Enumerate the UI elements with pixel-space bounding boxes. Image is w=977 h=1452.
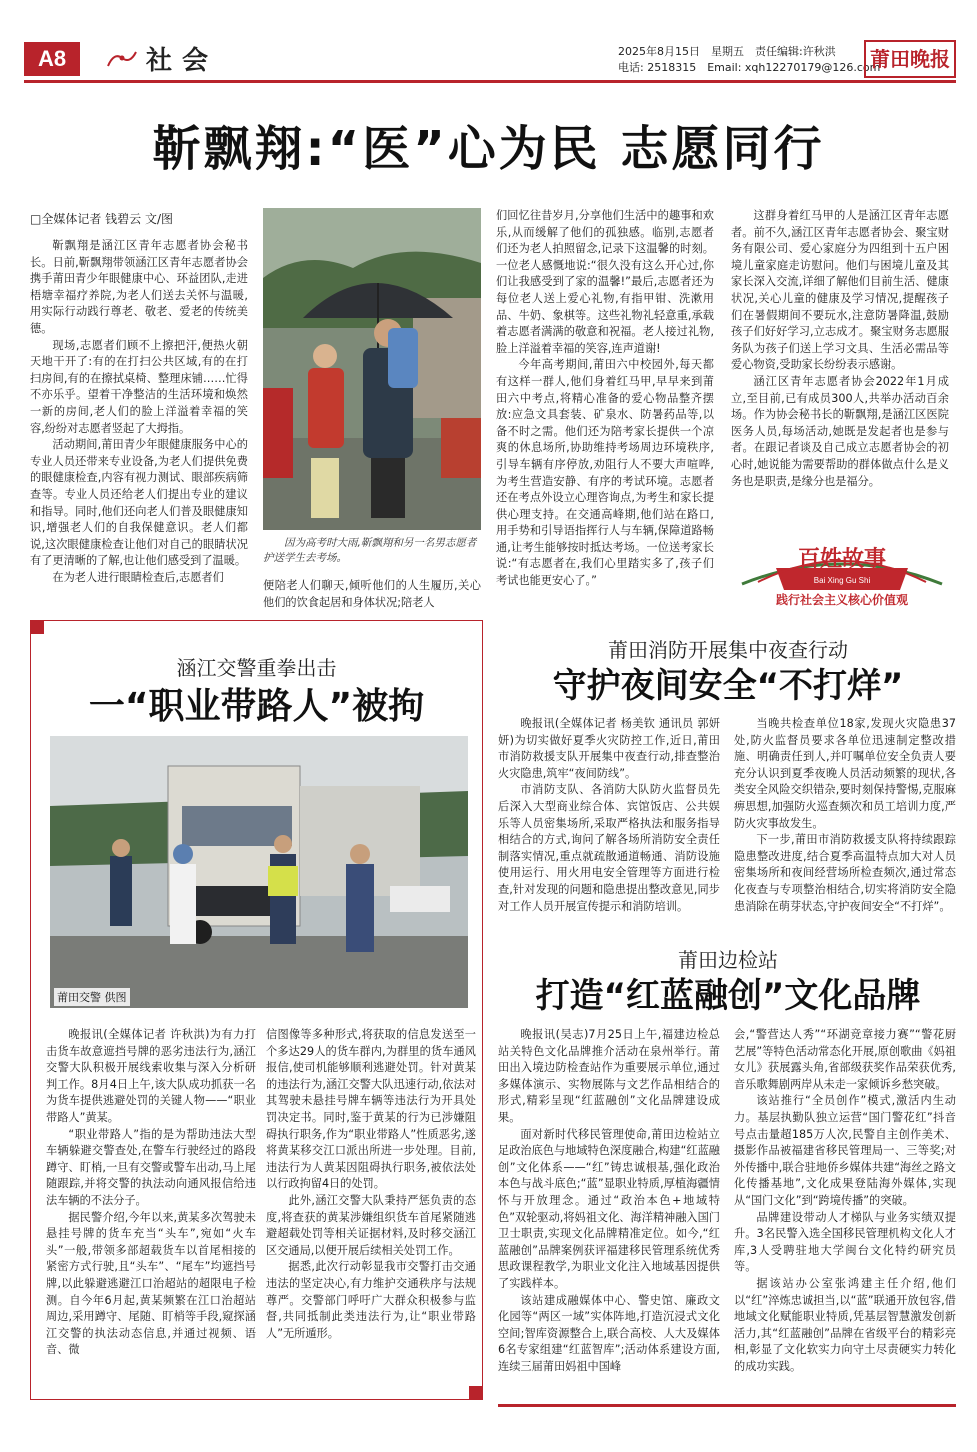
traffic-kicker: 涵江交警重拳出击 [176, 656, 337, 680]
paragraph: 下一步,莆田市消防救援支队将持续跟踪隐患整改进度,结合夏季高温特点加大对人员密集场所和夜间经营场所检查频次,通过常态化夜查与专项整治相结合,切实将消防安全隐患消除在萌芽状态,守护夜间安全“不打烊”。 [734, 833, 956, 913]
paragraph: 品牌建设带动人才梯队与业务实绩双提升。3名民警入选全国移民管理机构文化人才库,3人受聘驻地大学闽台文化特约研究员等。 [734, 1210, 956, 1274]
border-kicker: 莆田边检站 [678, 948, 778, 972]
paragraph: 面对新时代移民管理使命,莆田边检站立足政治底色与地域特色深度融合,构建“红蓝融创”文化体系——“红”铸忠诚根基,强化政治本色与战斗底色;“蓝”显职业特质,厚植海疆情怀与开放理念。通过“政治本色+地域特色”双轮驱动,将妈祖文化、海洋精神融入国门卫士职责,实现文化品牌精准定位。如今,“红蓝融创”品牌案例获评福建移民管理系统优秀思政课程教学,为职业文化注入地域基因提供了实践样本。 [498, 1127, 720, 1290]
paragraph: “职业带路人”指的是为帮助违法大型车辆躲避交警查处,在警车行驶经过的路段蹲守、盯梢,一旦有交警或警车出动,马上尾随跟踪,并将交警的执法动向通风报信给违法车辆的不法分子。 [46, 1127, 256, 1207]
paragraph: 该站建成融媒体中心、警史馆、廉政文化园等“两区一域”实体阵地,打造沉浸式文化空间;智库资源整合上,联合高校、人大及媒体6名专家组建“红蓝智库”;活动体系建设方面,连续三届莆田妈祖中国峰 [498, 1293, 720, 1373]
paragraph: 此外,涵江交警大队秉持严惩负责的态度,将查获的黄某涉嫌组织货车首尾紧随逃避超载处罚等相关证据材料,及时移交涵江区交通局,以便开展后续相关处罚工作。 [266, 1193, 476, 1257]
fire-headline: 守护夜间安全“不打烊” [552, 666, 904, 706]
frame-corner [30, 620, 44, 634]
fire-column-1 [498, 716, 720, 915]
police-truck-photo [50, 736, 468, 1008]
paragraph: 据悉,此次行动彰显我市交警打击交通违法的坚定决心,有力维护交通秩序与法规尊严。交警部门呼吁广大群众积极参与监督,共同抵制此类违法行为,让“职业带路人”无所遁形。 [266, 1260, 476, 1340]
page-number: A8 [24, 42, 80, 76]
section-title: 社会 [146, 46, 219, 76]
contact-line: 电话: 2518315 Email: xqh12270179@126.com [618, 61, 881, 74]
paragraph: 在为老人进行眼睛检查后,志愿者们 [52, 570, 224, 584]
paragraph: 靳飘翔是涵江区青年志愿者协会秘书长。日前,靳飘翔带领涵江区青年志愿者协会携手莆田青少年眼健康中心、环益团队,走进梧塘幸福疗养院,为老人们送去关怀与温暖,用实际行动践行尊老、敬老、爱老的传统美德。 [30, 239, 248, 335]
paragraph: 会,“警营达人秀”“环湖竞章接力赛”“警花厨艺展”等特色活动常态化开展,原创歌曲《妈祖女儿》获展露头角,省部级获奖作品荣获优秀,音乐歌舞剧两岸从未走一家倾诉乡愁突破。 [734, 1028, 956, 1091]
border-column-2 [734, 1027, 956, 1375]
traffic-headline: 一“职业带路人”被拘 [88, 686, 425, 727]
paragraph: 这群身着红马甲的人是涵江区青年志愿者。前不久,涵江区青年志愿者协会、聚宝财务有限公司、爱心家庭分为四组到十五户困境儿童家庭走访慰问。他们与困境儿童及其家长深入交流,详细了解他们目前生活、健康状况,关心儿童的健康及学习情况,提醒孩子们在暑假期间不要玩水,注意防暑降温,鼓励孩子们好好学习,立志成才。聚宝财务志愿服务队为孩子们送上学习文具、生活必需品等爱心物资,受助家长纷纷表示感谢。 [731, 209, 949, 372]
photo-credit: 莆田交警 供图 [54, 988, 130, 1006]
paragraph: 现场,志愿者们顾不上擦把汗,便热火朝天地干开了:有的在打扫公共区域,有的在打扫房间,有的在擦拭桌椅、整理床铺……忙得不亦乐乎。望着干净整洁的生活环境和焕然一新的房间,老人们的脸上洋溢着幸福的笑容,纷纷对志愿者竖起了大拇指。 [30, 338, 248, 435]
traffic-column-1 [46, 1027, 256, 1359]
photo-caption: 因为高考时大雨,靳飘翔和另一名男志愿者护送学生去考场。 [263, 537, 477, 564]
lead-column-4 [731, 208, 949, 490]
paragraph: 晚报讯(全媒体记者 许秋洪)为有力打击货车故意遮挡号牌的恶劣违法行为,涵江交警大队积极开展线索收集与深入分析研判工作。8月4日上午,该大队成功抓获一名为货车提供逃避处罚的关键人物——“职业带路人”黄某。 [46, 1028, 256, 1124]
date-line: 2025年8月15日 星期五 责任编辑:许秋洪 [618, 45, 836, 58]
header-divider [24, 80, 956, 83]
frame-corner [469, 1386, 483, 1400]
paragraph: 当晚共检查单位18家,发现火灾隐患37处,防火监督员要求各单位迅速制定整改措施、明确责任到人,并叮嘱单位安全负责人要充分认识到夏季夜晚人员活动频繁的现状,各类安全风险交织错杂,要时刻保持警惕,克服麻痹思想,加强防火巡查频次和员工培训力度,严防火灾事故发生。 [734, 717, 956, 830]
paragraph: 今年高考期间,莆田六中校园外,每天都有这样一群人,他们身着红马甲,早早来到莆田六中考点,将精心准备的爱心物品整齐摆放:应急文具套装、矿泉水、防暑药品等,以备不时之需。他们还为陪考家长提供一个凉爽的休息场所,协助维持考场周边环境秩序,引导车辆有序停放,劝阻行人不要大声喧哗,为考生营造安静、有序的考试环境。志愿者还在考点外设立心理咨询点,为考生和家长提供心理支持。在交通高峰期,他们站在路口,用手势和引导语指挥行人与车辆,保障道路畅通,让考生能够按时抵达考场。一位送考家长说:“有志愿者在,我们心里踏实多了,孩子们考试也能更安心了。” [496, 358, 714, 588]
brand-pinyin: Bai Xing Gu Shi [813, 576, 871, 585]
paragraph: 据该站办公室张鸿建主任介绍,他们以“红”淬炼忠诚担当,以“蓝”联通开放包容,借地域文化赋能职业特质,凭基层智慧激发创新活力,其“红蓝融创”品牌在省级平台的精彩亮相,彰显了文化软实力向守土尽责硬实力转化的成功实践。 [734, 1276, 956, 1373]
paragraph: 据民警介绍,今年以来,黄某多次驾驶未悬挂号牌的货车充当“头车”,宛如“火车头”一般,带领多部超载货车以首尾相接的紧密方式行驶,且“头车”、“尾车”均遮挡号牌,以此躲避逃避江口治超站的超限电子检测。自今年6月起,黄某频繁在江口治超站周边,采用蹲守、尾随、盯梢等手段,窥探涵江交警的执法动态信息,并通过视频、语音、微 [46, 1210, 256, 1357]
header-meta [618, 44, 880, 76]
paragraph: 信图像等多种形式,将获取的信息发送至一个多达29人的货车群内,为群里的货车通风报信,使司机能够顺利逃避处罚。针对黄某的违法行为,涵江交警大队迅速行动,依法对其驾驶未悬挂号牌车辆等违法行为开具处罚决定书。同时,鉴于黄某的行为已涉嫌阻碍执行职务,作为“职业带路人”性质恶劣,遂将黄某移交江口派出所进一步处理。目前,违法行为人黄某因阻碍执行职务,被依法处以行政拘留4日的处罚。 [266, 1028, 476, 1191]
brand-slogan: 践行社会主义核心价值观 [775, 593, 909, 607]
baixing-gushi-logo [736, 538, 948, 608]
paragraph: 涵江区青年志愿者协会2022年1月成立,至目前,已有成员300人,共举办活动百余场。作为协会秘书长的靳飘翔,是涵江区医院医务人员,每场活动,她既是发起者也是参与者。在跟记者谈及自己成立志愿者协会的初心时,她说能为需要帮助的群体做点什么是义务也是职责,是缘分也是福分。 [731, 374, 949, 488]
section-ornament-icon [106, 48, 138, 70]
masthead-logo: 莆田晚报 [864, 40, 956, 78]
fire-column-2 [734, 716, 956, 915]
paragraph: 们回忆往昔岁月,分享他们生活中的趣事和欢乐,从而缓解了他们的孤独感。临别,志愿者们还为老人拍照留念,记录下这温馨的时刻。一位老人感慨地说:“很久没有这么开心过,你们让我感受到了家的温馨!”最后,志愿者还为每位老人送上爱心礼物,有指甲钳、洗漱用品、牛奶、象棋等。这些礼物礼轻意重,承载着志愿者满满的敬意和祝福。老人接过礼物,脸上洋溢着幸福的笑容,连声道谢! [496, 209, 714, 355]
brand-title: 百姓故事 [797, 546, 887, 572]
fire-kicker: 莆田消防开展集中夜查行动 [608, 638, 848, 662]
paragraph: 晚报讯(吴志)7月25日上午,福建边检总站关特色文化品牌推介活动在泉州举行。莆田出入境边防检查站作为重要展示单位,通过多媒体演示、实物展陈与文艺作品相结合的形式,精彩呈现“红蓝融创”文化品牌建设成果。 [498, 1028, 720, 1124]
paragraph: 晚报讯(全媒体记者 杨美钦 通讯员 郭妍妍)为切实做好夏季火灾防控工作,近日,莆田市消防救援支队开展集中夜查行动,排查整治火灾隐患,筑牢“夜间防线”。 [498, 717, 720, 780]
lead-column-3 [496, 208, 714, 590]
lead-byline: □全媒体记者 钱碧云 文/图 [30, 212, 174, 226]
paragraph: 市消防支队、各消防大队防火监督员先后深入大型商业综合体、宾馆饭店、公共娱乐等人员密集场所,采取严格执法和服务指导相结合的方式,询问了解各场所消防安全责任制落实情况,重点就疏散通道畅通、消防设施使用运行、用火用电安全管理等方面进行检查,针对发现的问题和隐患提出整改意见,同步对工作人员开展宣传提示和消防培训。 [498, 783, 720, 913]
footer-divider [498, 1404, 956, 1407]
paragraph: 活动期间,莆田青少年眼健康服务中心的专业人员还带来专业设备,为老人们提供免费的眼健康检查,内容有视力测试、眼部疾病筛查等。专业人员还给老人们提出专业的建议和指导。同时,他们还向老人们普及眼健康知识,增强老人们的自我保健意识。老人们都说,这次眼健康检查让他们对自己的眼睛状况有了更清晰的了解,也让他们感受到了温暖。 [30, 438, 248, 568]
border-headline: 打造“红蓝融创”文化品牌 [535, 976, 921, 1016]
paragraph: 该站推行“全员创作”模式,激活内生动力。基层执勤队独立运营“国门警花红”抖音号点击量超185万人次,民警自主创作美术、摄影作品被福建省移民管理局一、三等奖;对外传播中,联合驻地侨乡媒体共建“海丝之路文化传播基地”,文化成果登陆海外媒体,实现从“国门文化”到“跨境传播”的突破。 [734, 1094, 956, 1207]
paragraph: 便陪老人们聊天,倾听他们的人生履历,关心他们的饮食起居和身体状况;陪老人 [263, 579, 481, 609]
border-column-1 [498, 1027, 720, 1375]
traffic-column-2 [266, 1027, 476, 1342]
lead-column-1 [30, 238, 248, 586]
lead-headline: 靳飘翔:“医”心为民 志愿同行 [152, 121, 825, 177]
volunteer-umbrella-photo [263, 208, 481, 530]
lead-column-2-bottom [263, 578, 481, 611]
